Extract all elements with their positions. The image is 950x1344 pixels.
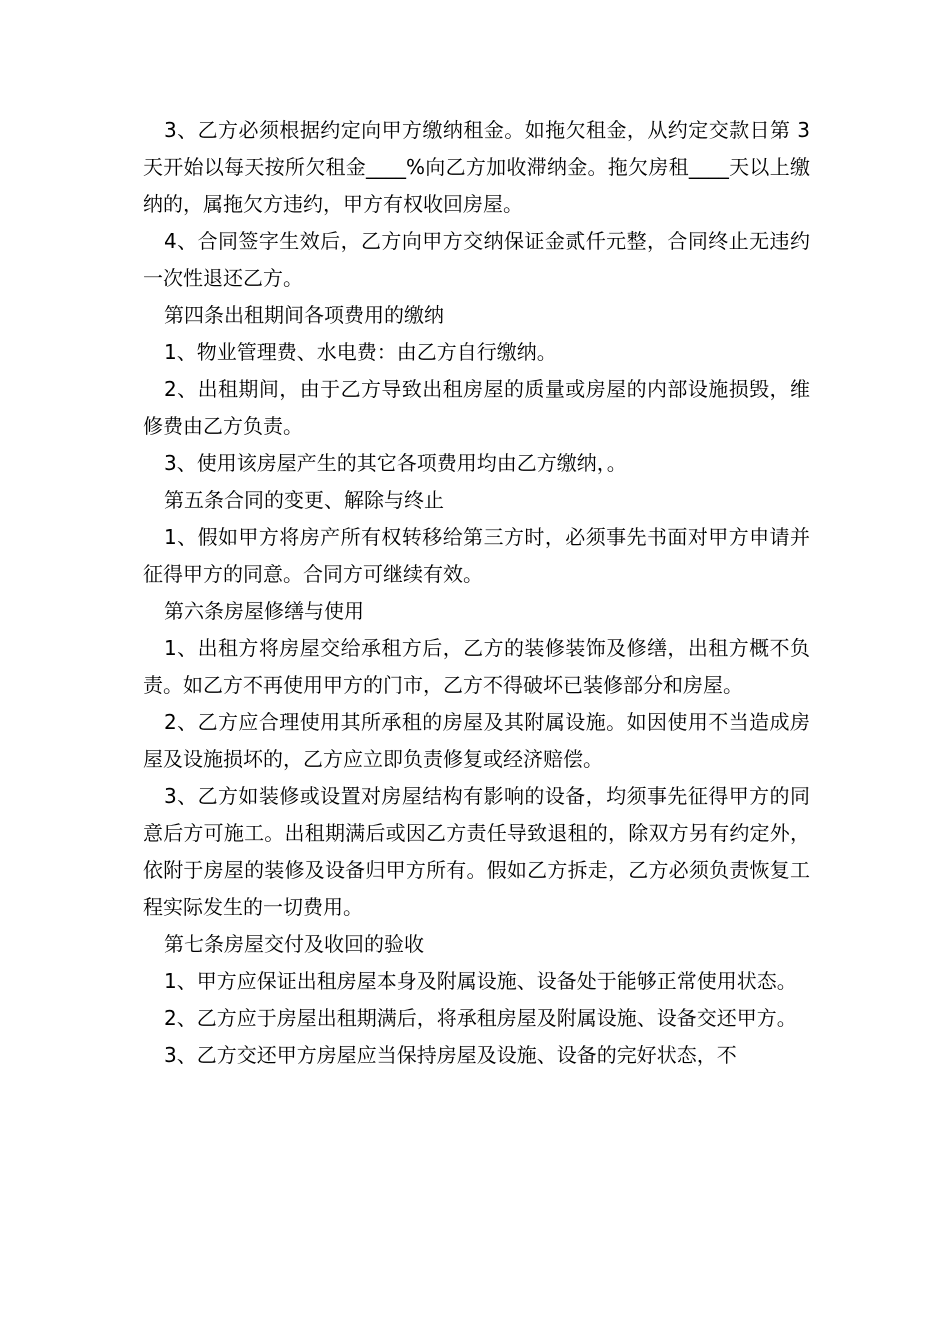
document-body [143,112,817,1074]
article-4-clause-3: 3、使用该房屋产生的其它各项费用均由乙方缴纳，。 [164,451,627,475]
article-7-heading: 第七条房屋交付及收回的验收 [164,932,424,956]
article-5-heading: 第五条合同的变更、解除与终止 [164,488,444,512]
article-6-heading: 第六条房屋修缮与使用 [164,599,364,623]
article-7-clause-3: 3、乙方交还甲方房屋应当保持房屋及设施、设备的完好状态，不 [164,1043,737,1067]
article-4-clause-1: 1、物业管理费、水电费：由乙方自行缴纳。 [164,340,557,364]
article-6-clause-1: 1、出租方将房屋交给承租方后，乙方的装修装饰及修缮，出租方概不负责。如乙方不再使用甲方的门市，乙方不得破坏已装修部分和房屋。 [143,636,810,697]
article-4-clause-2: 2、出租期间，由于乙方导致出租房屋的质量或房屋的内部设施损毁，维修费由乙方负责。 [143,377,810,438]
article-5-clause-1: 1、假如甲方将房产所有权转移给第三方时，必须事先书面对甲方申请并征得甲方的同意。合同方可继续有效。 [143,525,810,586]
article-7-clause-2: 2、乙方应于房屋出租期满后，将承租房屋及附属设施、设备交还甲方。 [164,1006,797,1030]
clause-3-rent-payment: 3、乙方必须根据约定向甲方缴纳租金。如拖欠租金，从约定交款日第 3 天开始以每天按所欠租金____%向乙方加收滞纳金。拖欠房租____天以上缴纳的，属拖欠方违约，甲方有权收回房屋。 [143,118,817,216]
article-6-clause-3: 3、乙方如装修或设置对房屋结构有影响的设备，均须事先征得甲方的同意后方可施工。出租期满后或因乙方责任导致退租的，除双方另有约定外，依附于房屋的装修及设备归甲方所有。假如乙方拆走，乙方必须负责恢复工程实际发生的一切费用。 [143,784,810,919]
clause-4-deposit: 4、合同签字生效后，乙方向甲方交纳保证金贰仟元整，合同终止无违约一次性退还乙方。 [143,229,810,290]
article-4-heading: 第四条出租期间各项费用的缴纳 [164,303,444,327]
article-6-clause-2: 2、乙方应合理使用其所承租的房屋及其附属设施。如因使用不当造成房屋及设施损坏的，乙方应立即负责修复或经济赔偿。 [143,710,810,771]
article-7-clause-1: 1、甲方应保证出租房屋本身及附属设施、设备处于能够正常使用状态。 [164,969,797,993]
